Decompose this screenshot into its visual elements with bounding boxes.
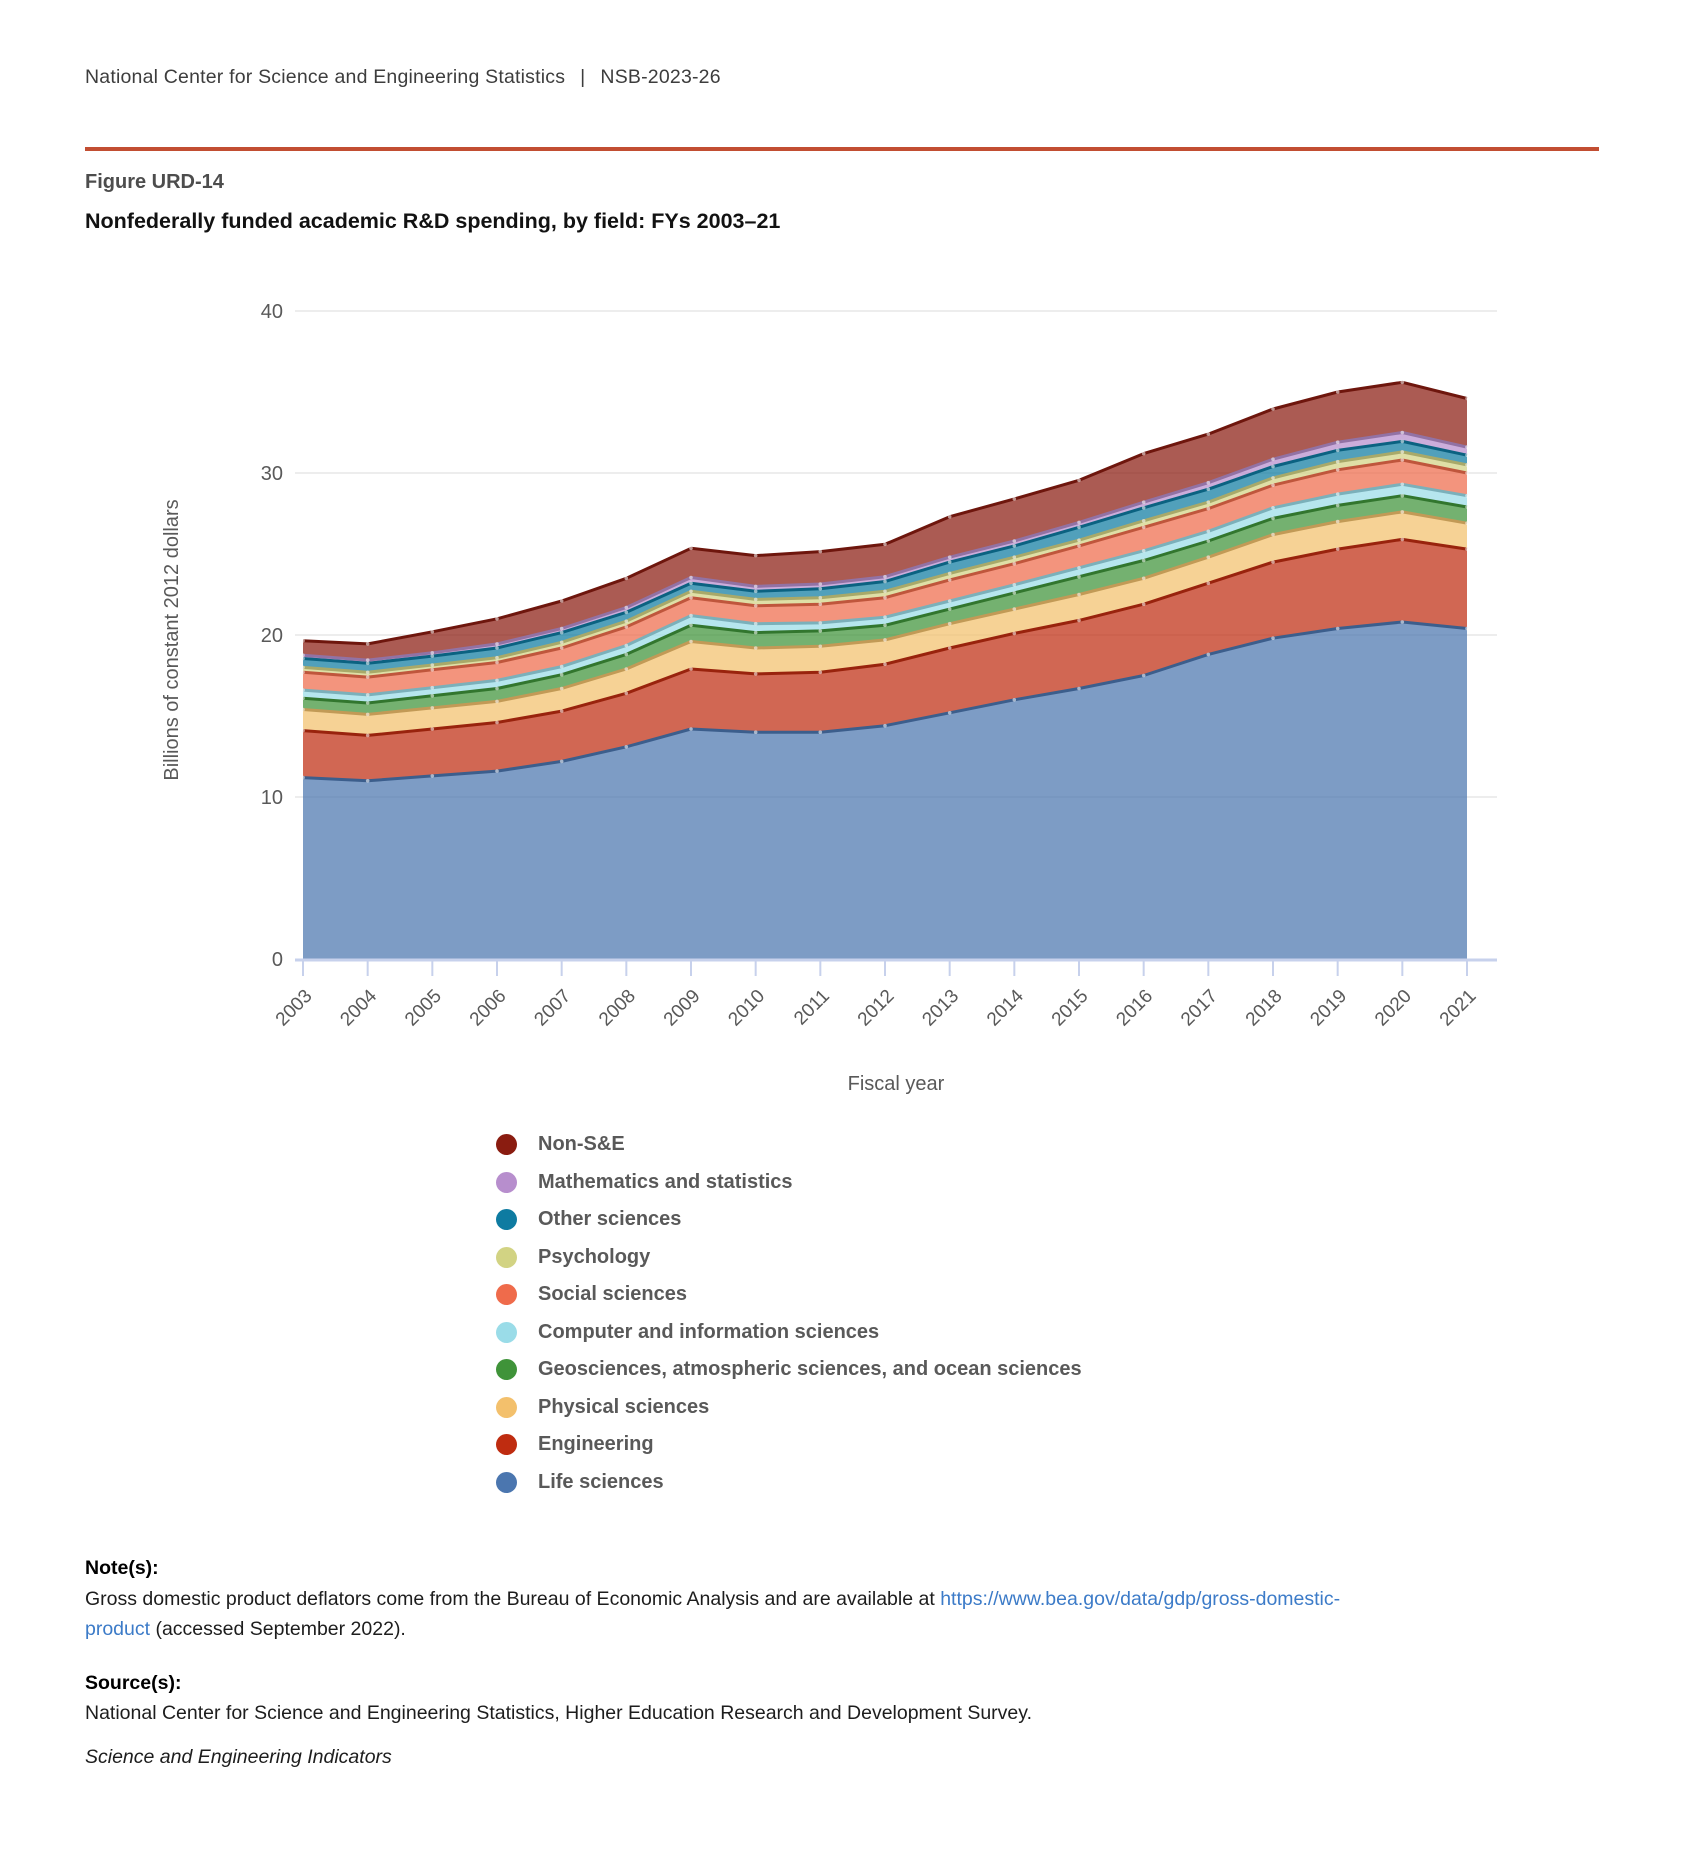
data-point-marker bbox=[689, 590, 693, 594]
data-point-marker bbox=[819, 582, 823, 586]
legend-label: Mathematics and statistics bbox=[538, 1170, 793, 1193]
data-point-marker bbox=[301, 708, 305, 712]
data-point-marker bbox=[1401, 494, 1405, 498]
x-tick-label: 2006 bbox=[465, 985, 511, 1031]
data-point-marker bbox=[948, 599, 952, 603]
data-point-marker bbox=[431, 774, 435, 778]
data-point-marker bbox=[1207, 539, 1211, 543]
data-point-marker bbox=[625, 619, 629, 623]
data-point-marker bbox=[754, 604, 758, 608]
data-point-marker bbox=[1013, 555, 1017, 559]
data-point-marker bbox=[1013, 539, 1017, 543]
data-point-marker bbox=[1465, 471, 1469, 475]
data-point-marker bbox=[1013, 591, 1017, 595]
data-point-marker bbox=[560, 665, 564, 669]
data-point-marker bbox=[366, 713, 370, 717]
data-point-marker bbox=[625, 625, 629, 629]
data-point-marker bbox=[301, 671, 305, 675]
data-point-marker bbox=[1401, 620, 1405, 624]
data-point-marker bbox=[1465, 463, 1469, 467]
data-point-marker bbox=[1207, 653, 1211, 657]
x-tick-label: 2017 bbox=[1177, 985, 1222, 1031]
legend-swatch-icon bbox=[496, 1134, 517, 1155]
x-tick-label: 2011 bbox=[790, 985, 834, 1030]
data-point-marker bbox=[1336, 390, 1340, 394]
x-tick-label: 2014 bbox=[983, 985, 1028, 1031]
data-point-marker bbox=[625, 606, 629, 610]
data-point-marker bbox=[431, 668, 435, 672]
data-point-marker bbox=[1271, 457, 1275, 461]
legend-swatch-icon bbox=[496, 1472, 517, 1493]
data-point-marker bbox=[1336, 440, 1340, 444]
data-point-marker bbox=[948, 622, 952, 626]
y-tick-label: 10 bbox=[260, 787, 283, 809]
legend-label: Life sciences bbox=[538, 1470, 664, 1493]
chart-legend bbox=[496, 1126, 1082, 1501]
data-point-marker bbox=[1465, 445, 1469, 449]
data-point-marker bbox=[1336, 547, 1340, 551]
data-point-marker bbox=[754, 646, 758, 650]
data-point-marker bbox=[1271, 560, 1275, 564]
data-point-marker bbox=[883, 662, 887, 666]
x-tick-label: 2018 bbox=[1241, 985, 1287, 1031]
data-point-marker bbox=[948, 515, 952, 519]
data-point-marker bbox=[1465, 627, 1469, 631]
data-point-marker bbox=[689, 624, 693, 628]
data-point-marker bbox=[1207, 487, 1211, 491]
data-point-marker bbox=[625, 692, 629, 696]
y-tick-label: 0 bbox=[271, 949, 283, 971]
x-tick-label: 2015 bbox=[1047, 985, 1093, 1031]
data-point-marker bbox=[301, 666, 305, 670]
source-heading: Source(s): bbox=[85, 1671, 182, 1694]
data-point-marker bbox=[948, 555, 952, 559]
data-point-marker bbox=[1142, 506, 1146, 510]
data-point-marker bbox=[495, 617, 499, 621]
x-tick-label: 2012 bbox=[853, 985, 899, 1031]
data-point-marker bbox=[301, 688, 305, 692]
data-point-marker bbox=[1142, 559, 1146, 563]
data-point-marker bbox=[819, 730, 823, 734]
data-point-marker bbox=[819, 550, 823, 554]
data-point-marker bbox=[754, 622, 758, 626]
data-point-marker bbox=[689, 667, 693, 671]
notes-body bbox=[85, 1584, 1599, 1645]
legend-label: Psychology bbox=[538, 1245, 651, 1268]
data-point-marker bbox=[366, 642, 370, 646]
data-point-marker bbox=[431, 630, 435, 634]
data-point-marker bbox=[1271, 517, 1275, 521]
data-point-marker bbox=[431, 654, 435, 658]
data-point-marker bbox=[1013, 583, 1017, 587]
data-point-marker bbox=[1013, 497, 1017, 501]
bea-link-line2[interactable]: product bbox=[85, 1618, 151, 1640]
legend-item-engineering[interactable] bbox=[496, 1426, 1082, 1464]
legend-swatch-icon bbox=[496, 1172, 517, 1193]
legend-item-mathematics-and-statistics[interactable] bbox=[496, 1164, 1082, 1202]
data-point-marker bbox=[1465, 505, 1469, 509]
data-point-marker bbox=[819, 587, 823, 591]
data-point-marker bbox=[754, 598, 758, 602]
x-axis-title: Fiscal year bbox=[847, 1073, 945, 1095]
data-point-marker bbox=[1207, 481, 1211, 485]
legend-item-social-sciences[interactable] bbox=[496, 1276, 1082, 1314]
data-point-marker bbox=[1271, 407, 1275, 411]
area-series bbox=[303, 382, 1467, 959]
legend-swatch-icon bbox=[496, 1397, 517, 1418]
data-point-marker bbox=[431, 686, 435, 690]
axes bbox=[295, 960, 1497, 976]
data-point-marker bbox=[495, 656, 499, 660]
legend-item-other-sciences[interactable] bbox=[496, 1201, 1082, 1239]
data-point-marker bbox=[1401, 458, 1405, 462]
data-point-marker bbox=[495, 642, 499, 646]
data-point-marker bbox=[1336, 627, 1340, 631]
data-point-marker bbox=[1465, 547, 1469, 551]
data-point-marker bbox=[1271, 533, 1275, 537]
data-point-marker bbox=[1077, 593, 1081, 597]
data-point-marker bbox=[366, 671, 370, 675]
page-header bbox=[85, 66, 721, 89]
data-point-marker bbox=[1077, 479, 1081, 483]
data-point-marker bbox=[689, 640, 693, 644]
publication-name: Science and Engineering Indicators bbox=[85, 1745, 392, 1768]
x-tick-label: 2010 bbox=[724, 985, 770, 1031]
data-point-marker bbox=[301, 776, 305, 780]
legend-label: Physical sciences bbox=[538, 1395, 710, 1418]
data-point-marker bbox=[625, 577, 629, 581]
data-point-marker bbox=[883, 543, 887, 547]
data-point-marker bbox=[754, 672, 758, 676]
data-point-marker bbox=[883, 624, 887, 628]
data-point-marker bbox=[366, 693, 370, 697]
data-point-marker bbox=[819, 621, 823, 625]
data-point-marker bbox=[301, 653, 305, 657]
data-point-marker bbox=[495, 661, 499, 665]
data-point-marker bbox=[301, 639, 305, 643]
figure-label: Figure URD-14 bbox=[85, 171, 224, 193]
legend-item-life-sciences[interactable] bbox=[496, 1464, 1082, 1502]
data-point-marker bbox=[1336, 468, 1340, 472]
data-point-marker bbox=[948, 578, 952, 582]
data-point-marker bbox=[560, 631, 564, 635]
data-point-marker bbox=[1207, 432, 1211, 436]
data-point-marker bbox=[1013, 562, 1017, 566]
data-point-marker bbox=[495, 721, 499, 725]
x-tick-label: 2020 bbox=[1371, 985, 1416, 1031]
report-id: NSB-2023-26 bbox=[600, 66, 721, 88]
data-point-marker bbox=[819, 645, 823, 649]
data-point-marker bbox=[366, 701, 370, 705]
data-point-marker bbox=[431, 651, 435, 655]
data-point-marker bbox=[754, 631, 758, 635]
data-point-marker bbox=[689, 581, 693, 585]
data-point-marker bbox=[560, 627, 564, 631]
data-point-marker bbox=[1401, 538, 1405, 542]
data-point-marker bbox=[560, 646, 564, 650]
data-point-marker bbox=[883, 580, 887, 584]
data-point-marker bbox=[1142, 602, 1146, 606]
data-point-marker bbox=[1207, 507, 1211, 511]
legend-swatch-icon bbox=[496, 1209, 517, 1230]
data-point-marker bbox=[366, 734, 370, 738]
x-tick-label: 2019 bbox=[1306, 985, 1352, 1031]
data-point-marker bbox=[883, 724, 887, 728]
header-separator: | bbox=[580, 66, 586, 88]
data-point-marker bbox=[625, 611, 629, 615]
data-point-marker bbox=[495, 679, 499, 683]
data-point-marker bbox=[560, 687, 564, 691]
data-point-marker bbox=[1077, 687, 1081, 691]
data-point-marker bbox=[1271, 476, 1275, 480]
x-tick-label: 2013 bbox=[918, 985, 964, 1031]
data-point-marker bbox=[495, 700, 499, 704]
data-point-marker bbox=[1465, 397, 1469, 401]
notes-heading: Note(s): bbox=[85, 1557, 159, 1579]
data-point-marker bbox=[560, 673, 564, 677]
data-point-marker bbox=[883, 575, 887, 579]
spacer bbox=[85, 1729, 1599, 1742]
data-point-marker bbox=[1142, 519, 1146, 523]
stacked-area-chart bbox=[140, 250, 1560, 1110]
data-point-marker bbox=[366, 662, 370, 666]
legend-label: Geosciences, atmospheric sciences, and ocean sciences bbox=[538, 1358, 1082, 1381]
accent-divider bbox=[85, 147, 1599, 151]
data-point-marker bbox=[431, 694, 435, 698]
data-point-marker bbox=[1207, 581, 1211, 585]
org-name: National Center for Science and Engineering Statistics bbox=[85, 66, 566, 88]
x-tick-label: 2004 bbox=[336, 985, 382, 1031]
legend-swatch-icon bbox=[496, 1322, 517, 1343]
data-point-marker bbox=[883, 596, 887, 600]
data-point-marker bbox=[1401, 450, 1405, 454]
data-point-marker bbox=[1013, 544, 1017, 548]
data-point-marker bbox=[754, 585, 758, 589]
data-point-marker bbox=[689, 576, 693, 580]
data-point-marker bbox=[560, 641, 564, 645]
data-point-marker bbox=[625, 644, 629, 648]
legend-label: Engineering bbox=[538, 1433, 654, 1456]
data-point-marker bbox=[1401, 440, 1405, 444]
data-point-marker bbox=[819, 671, 823, 675]
data-point-marker bbox=[625, 745, 629, 749]
data-point-marker bbox=[819, 596, 823, 600]
data-point-marker bbox=[560, 709, 564, 713]
x-tick-label: 2007 bbox=[530, 985, 576, 1031]
data-point-marker bbox=[1077, 538, 1081, 542]
data-point-marker bbox=[1142, 577, 1146, 581]
data-point-marker bbox=[689, 727, 693, 731]
legend-swatch-icon bbox=[496, 1284, 517, 1305]
data-point-marker bbox=[1336, 449, 1340, 453]
x-tick-label: 2003 bbox=[271, 985, 317, 1031]
data-point-marker bbox=[1401, 510, 1405, 514]
legend-item-geosciences-atmospheric-sciences-and-ocean-sciences[interactable] bbox=[496, 1351, 1082, 1389]
x-tick-label: 2016 bbox=[1112, 985, 1158, 1031]
data-point-marker bbox=[1401, 431, 1405, 435]
data-point-marker bbox=[366, 779, 370, 783]
data-point-marker bbox=[431, 706, 435, 710]
data-point-marker bbox=[1271, 465, 1275, 469]
data-point-marker bbox=[948, 607, 952, 611]
data-point-marker bbox=[560, 760, 564, 764]
legend-label: Non-S&E bbox=[538, 1133, 625, 1156]
data-point-marker bbox=[689, 547, 693, 551]
y-axis-title: Billions of constant 2012 dollars bbox=[161, 499, 183, 781]
data-point-marker bbox=[431, 663, 435, 667]
data-point-marker bbox=[1142, 674, 1146, 678]
data-point-marker bbox=[948, 572, 952, 576]
y-tick-label: 40 bbox=[260, 301, 283, 323]
data-point-marker bbox=[1336, 492, 1340, 496]
data-point-marker bbox=[883, 638, 887, 642]
data-point-marker bbox=[1142, 526, 1146, 530]
data-point-marker bbox=[1077, 619, 1081, 623]
data-point-marker bbox=[301, 696, 305, 700]
data-point-marker bbox=[1336, 504, 1340, 508]
data-point-marker bbox=[819, 629, 823, 633]
x-tick-label: 2008 bbox=[595, 985, 640, 1031]
data-point-marker bbox=[948, 646, 952, 650]
legend-label: Social sciences bbox=[538, 1283, 687, 1306]
data-point-marker bbox=[1013, 698, 1017, 702]
legend-item-non-s-e[interactable] bbox=[496, 1126, 1082, 1164]
notes-section bbox=[85, 1553, 1599, 1772]
y-tick-label: 30 bbox=[260, 463, 283, 485]
data-point-marker bbox=[883, 615, 887, 619]
data-point-marker bbox=[366, 675, 370, 679]
data-point-marker bbox=[1077, 521, 1081, 525]
data-point-marker bbox=[431, 727, 435, 731]
data-point-marker bbox=[1401, 381, 1405, 385]
data-point-marker bbox=[689, 596, 693, 600]
data-point-marker bbox=[1207, 500, 1211, 504]
data-point-marker bbox=[1465, 494, 1469, 498]
data-point-marker bbox=[1077, 566, 1081, 570]
data-point-marker bbox=[819, 602, 823, 606]
data-point-marker bbox=[625, 653, 629, 657]
data-point-marker bbox=[1271, 506, 1275, 510]
data-point-marker bbox=[1401, 483, 1405, 487]
legend-swatch-icon bbox=[496, 1247, 517, 1268]
data-point-marker bbox=[1077, 544, 1081, 548]
legend-label: Other sciences bbox=[538, 1208, 682, 1231]
data-point-marker bbox=[1077, 575, 1081, 579]
legend-item-physical-sciences[interactable] bbox=[496, 1389, 1082, 1427]
data-point-marker bbox=[1142, 549, 1146, 553]
data-point-marker bbox=[495, 687, 499, 691]
legend-item-psychology[interactable] bbox=[496, 1239, 1082, 1277]
data-point-marker bbox=[754, 554, 758, 558]
figure-title: Nonfederally funded academic R&D spending, by field: FYs 2003–21 bbox=[85, 209, 781, 233]
y-tick-label: 20 bbox=[260, 625, 283, 647]
data-point-marker bbox=[948, 711, 952, 715]
data-point-marker bbox=[1271, 483, 1275, 487]
notes-text-after-link: (accessed September 2022). bbox=[150, 1618, 406, 1640]
data-point-marker bbox=[1336, 520, 1340, 524]
spacer bbox=[85, 1645, 1599, 1668]
data-point-marker bbox=[1336, 460, 1340, 464]
data-point-marker bbox=[1013, 632, 1017, 636]
data-point-marker bbox=[1271, 636, 1275, 640]
source-body: National Center for Science and Engineering Statistics, Higher Education Research and Development Survey. bbox=[85, 1702, 1032, 1724]
bea-link-line1[interactable]: https://www.bea.gov/data/gdp/gross-domestic- bbox=[940, 1587, 1341, 1610]
data-point-marker bbox=[560, 599, 564, 603]
data-point-marker bbox=[1013, 607, 1017, 611]
data-point-marker bbox=[948, 560, 952, 564]
data-point-marker bbox=[1465, 453, 1469, 457]
data-point-marker bbox=[495, 769, 499, 773]
x-tick-label: 2005 bbox=[401, 985, 446, 1031]
notes-text-before-link: Gross domestic product deflators come from the Bureau of Economic Analysis and are available at bbox=[85, 1587, 941, 1610]
x-tick-label: 2021 bbox=[1435, 985, 1481, 1031]
data-point-marker bbox=[301, 657, 305, 661]
data-point-marker bbox=[883, 590, 887, 594]
data-point-marker bbox=[301, 729, 305, 733]
data-point-marker bbox=[1142, 452, 1146, 456]
data-point-marker bbox=[1077, 526, 1081, 530]
legend-swatch-icon bbox=[496, 1434, 517, 1455]
data-point-marker bbox=[754, 590, 758, 594]
data-point-marker bbox=[1142, 500, 1146, 504]
data-point-marker bbox=[625, 667, 629, 671]
legend-label: Computer and information sciences bbox=[538, 1320, 880, 1343]
data-point-marker bbox=[1207, 530, 1211, 534]
data-point-marker bbox=[754, 730, 758, 734]
legend-item-computer-and-information-sciences[interactable] bbox=[496, 1314, 1082, 1352]
legend-swatch-icon bbox=[496, 1359, 517, 1380]
data-point-marker bbox=[1207, 555, 1211, 559]
data-point-marker bbox=[689, 614, 693, 618]
data-point-marker bbox=[366, 658, 370, 662]
data-point-marker bbox=[495, 646, 499, 650]
data-point-marker bbox=[1465, 521, 1469, 525]
x-tick-label: 2009 bbox=[659, 985, 705, 1031]
